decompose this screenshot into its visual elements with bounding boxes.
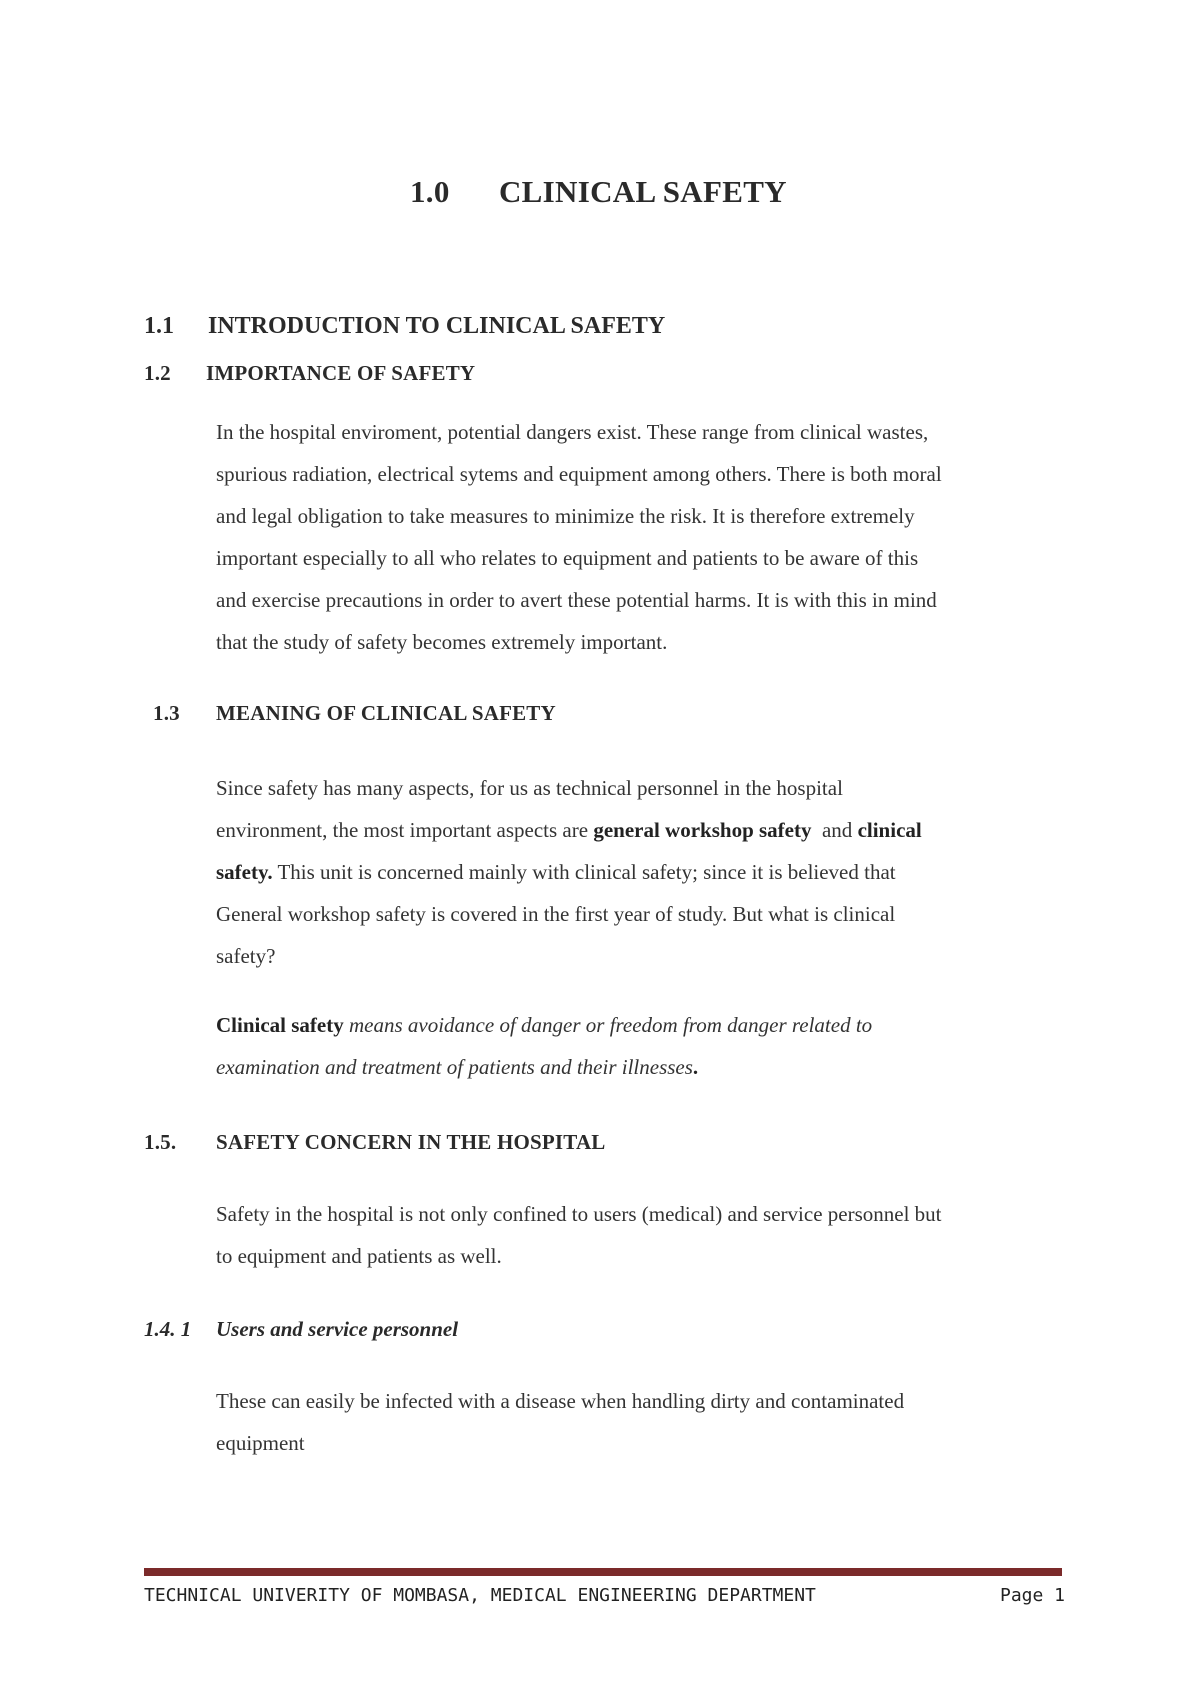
definition-period: . <box>692 1055 699 1079</box>
paragraph-text: This unit is concerned mainly with clinical safety; since it is believed that <box>272 860 896 884</box>
paragraph-text: environment, the most important aspects are <box>216 818 594 842</box>
section-1-3-number: 1.3 <box>153 701 180 725</box>
section-1-4-1-number: 1.4. 1 <box>144 1317 192 1341</box>
paragraph-line: spurious radiation, electrical sytems and equipment among others. There is both moral <box>216 462 942 486</box>
paragraph-line: important especially to all who relates to equipment and patients to be aware of this <box>216 546 919 570</box>
section-1-5-heading: SAFETY CONCERN IN THE HOSPITAL <box>216 1130 606 1154</box>
paragraph-line <box>216 809 1086 851</box>
clinical-safety-term: Clinical safety <box>216 1013 344 1037</box>
title-number: 1.0 <box>410 174 450 209</box>
users-paragraph <box>216 1380 1086 1464</box>
paragraph-line: that the study of safety becomes extremely important. <box>216 630 668 654</box>
paragraph-line: and legal obligation to take measures to minimize the risk. It is therefore extremely <box>216 504 915 528</box>
definition-paragraph <box>216 1004 1086 1088</box>
section-1-2-number: 1.2 <box>144 361 171 385</box>
definition-text: means avoidance of danger or freedom from danger related to <box>343 1013 873 1037</box>
page-number: Page 1 <box>1000 1585 1066 1606</box>
paragraph-line <box>216 1004 1086 1046</box>
safety-term: safety. <box>216 860 273 884</box>
paragraph-text: and <box>811 818 858 842</box>
general-workshop-safety-term: general workshop safety <box>593 818 812 842</box>
paragraph-line: and exercise precautions in order to avert these potential harms. It is with this in mind <box>216 588 937 612</box>
page-title: CLINICAL SAFETY <box>499 174 787 209</box>
paragraph-line: In the hospital enviroment, potential dangers exist. These range from clinical wastes, <box>216 420 929 444</box>
importance-paragraph <box>216 411 1086 663</box>
section-1-1-number: 1.1 <box>144 313 174 339</box>
section-1-1-heading: INTRODUCTION TO CLINICAL SAFETY <box>208 313 666 339</box>
meaning-paragraph <box>216 767 1086 977</box>
section-1-2-heading: IMPORTANCE OF SAFETY <box>206 361 476 385</box>
footer-text: TECHNICAL UNIVERITY OF MOMBASA, MEDICAL ENGINEERING DEPARTMENT <box>144 1585 816 1606</box>
paragraph-line: to equipment and patients as well. <box>216 1244 502 1268</box>
section-1-4-1-heading: Users and service personnel <box>216 1317 459 1341</box>
section-1-3-heading: MEANING OF CLINICAL SAFETY <box>216 701 556 725</box>
paragraph-line: safety? <box>216 944 276 968</box>
definition-text: examination and treatment of patients and their illnesses <box>216 1055 693 1079</box>
section-1-5-number: 1.5. <box>144 1130 177 1154</box>
paragraph-line: equipment <box>216 1431 305 1455</box>
paragraph-line <box>216 851 1086 893</box>
clinical-term: clinical <box>857 818 922 842</box>
footer-rule <box>144 1568 1062 1576</box>
paragraph-line: Safety in the hospital is not only confined to users (medical) and service personnel but <box>216 1202 942 1226</box>
paragraph-line: General workshop safety is covered in the first year of study. But what is clinical <box>216 902 896 926</box>
paragraph-line: These can easily be infected with a disease when handling dirty and contaminated <box>216 1389 905 1413</box>
paragraph-line: Since safety has many aspects, for us as technical personnel in the hospital <box>216 776 843 800</box>
paragraph-line <box>216 1046 1086 1088</box>
concern-paragraph <box>216 1193 1086 1277</box>
